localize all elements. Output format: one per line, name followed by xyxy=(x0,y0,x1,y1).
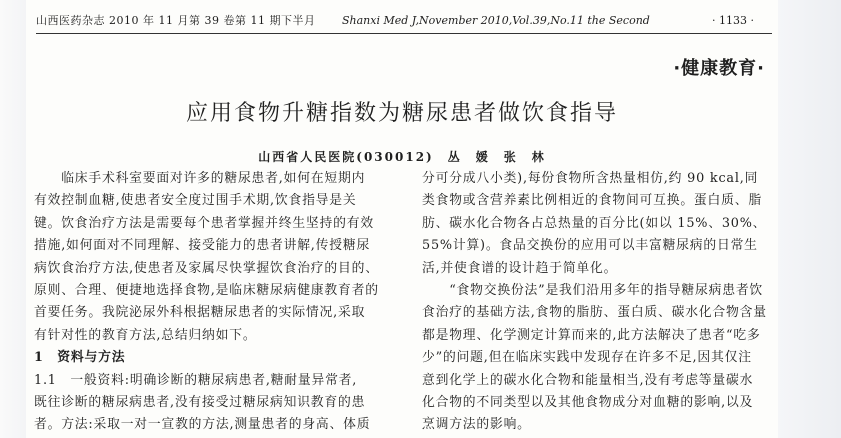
article-authors: 山西省人民医院(030012) 丛 媛 张 林 xyxy=(258,150,546,164)
text-line: 有效控制血糖,使患者安全度过围手术期,饮食指导是关 xyxy=(34,193,357,209)
header-rule xyxy=(36,33,772,34)
section-tag: ·健康教育· xyxy=(673,58,765,79)
text-line: “食物交换份法”是我们沿用多年的指导糖尿病患者饮 xyxy=(422,283,764,299)
text-line: 肪、碳水化合物各占总热量的百分比(如以 15%、30%、 xyxy=(422,215,767,231)
text-line: 病饮食治疗方法,使患者及家属尽快掌握饮食治疗的目的、 xyxy=(34,260,379,276)
page-shadow-left xyxy=(0,0,26,438)
text-line: 烹调方法的影响。 xyxy=(422,417,531,433)
page-shadow-right xyxy=(778,0,841,438)
text-line: 意到化学上的碳水化合物和能量相当,没有考虑等量碳水 xyxy=(422,372,754,388)
text-line: 活,并使食谱的设计趋于简单化。 xyxy=(422,260,618,276)
text-line: 食治疗的基础方法,食物的脂肪、蛋白质、碳水化合物含量 xyxy=(422,305,767,321)
text-line: 分可分成八小类),每份食物所含热量相仿,约 90 kcal,同 xyxy=(422,171,759,186)
section-heading: 1 资料与方法 xyxy=(34,350,126,366)
page-number: · 1133 · xyxy=(712,14,754,27)
text-line: 临床手术科室要面对许多的糖尿患者,如何在短期内 xyxy=(34,171,366,186)
text-line: 化合物的不同类型以及其他食物成分对血糖的影响,以及 xyxy=(422,395,754,411)
text-line: 有针对性的教育方法,总结归纳如下。 xyxy=(34,327,257,343)
text-line: 少”的问题,但在临床实践中发现存在许多不足,因其仅注 xyxy=(422,350,752,366)
text-line: 都是物理、化学测定计算而来的,此方法解决了患者“吃多 xyxy=(422,327,761,343)
text-line: 键。饮食治疗方法是需要每个患者掌握并终生坚持的有效 xyxy=(34,215,374,231)
text-line: 措施,如何面对不同理解、接受能力的患者讲解,传授糖尿 xyxy=(34,238,371,254)
journal-name-cn: 山西医药杂志 2010 年 11 月第 39 卷第 11 期下半月 xyxy=(36,14,316,27)
right-column xyxy=(422,168,774,437)
text-line: 原则、合理、便捷地选择食物,是临床糖尿病健康教育者的 xyxy=(34,283,379,299)
text-line: 55%计算)。食品交换份的应用可以丰富糖尿病的日常生 xyxy=(422,238,758,254)
text-line: 者。方法:采取一对一宣教的方法,测量患者的身高、体质 xyxy=(34,417,371,433)
text-line: 1.1 一般资料:明确诊断的糖尿病患者,糖耐量异常者, xyxy=(34,372,358,388)
journal-name-en: Shanxi Med J,November 2010,Vol.39,No.11 the Second xyxy=(342,14,650,27)
text-line: 首要任务。我院泌尿外科根据糖尿患者的实际情况,采取 xyxy=(34,305,366,321)
text-line: 既往诊断的糖尿病患者,没有接受过糖尿病知识教育的患 xyxy=(34,395,366,411)
text-line: 类食物或含营养素比例相近的食物间可互换。蛋白质、脂 xyxy=(422,193,762,209)
left-column xyxy=(34,168,390,437)
running-head xyxy=(36,13,772,29)
article-title: 应用食物升糖指数为糖尿患者做饮食指导 xyxy=(185,101,618,126)
